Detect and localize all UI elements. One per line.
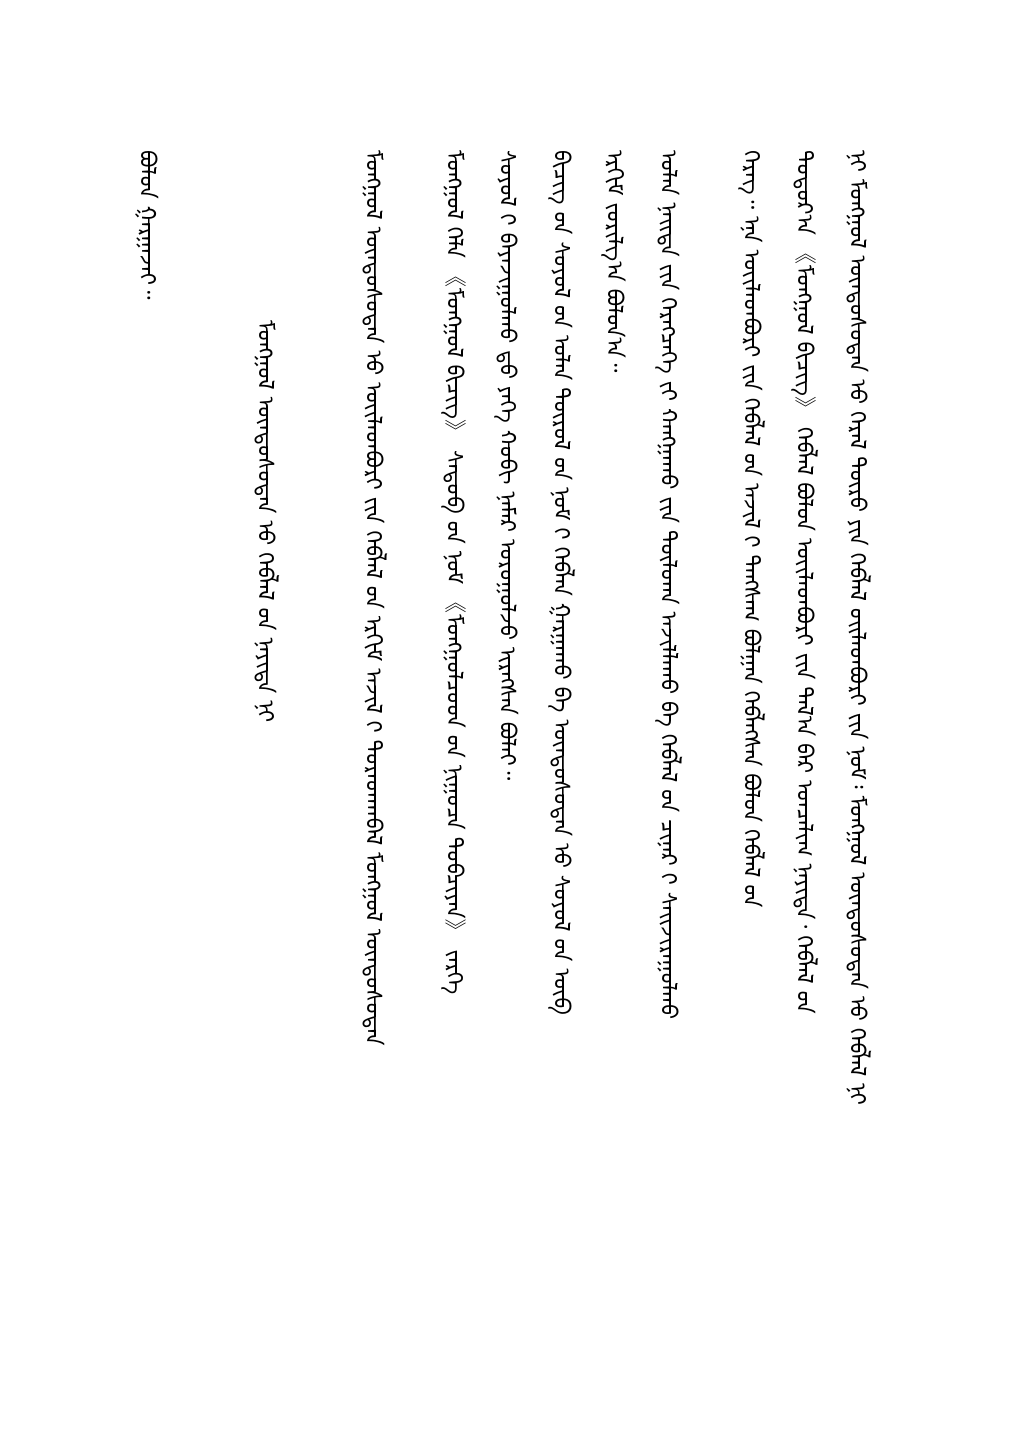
text-column: ᠪᠢᠴᠢᠭ ᠦ᠋ᠨ ᠰᠣᠶᠣᠯ ᠤ᠋ᠨ ᠣᠯᠠᠨ ᠲᠥᠷᠦᠯ ᠦ᠋ᠨ ᠨᠣᠮ ᠢ᠋ ᠬᠡᠪᠯᠡᠨ ᠭᠠᠷᠭᠠᠬᠤ ᠪᠠ ᠦᠨᠳᠦᠰᠦᠲᠡᠨ ᠦ᠋ ᠰᠣᠶᠣᠯ ᠤ᠋ᠨ ᠥᠪ xyxy=(548,150,573,1015)
text-column: ᠮᠣᠩᠭᠣᠯ ᠬᠡᠯᠡ 《ᠮᠣᠩᠭᠣᠯ ᠪᠢᠴᠢᠭ᠌》 ᠰᠡᠳᠦᠪ ᠦ᠋ᠨ ᠨᠣᠮ 《ᠮᠣᠩᠭᠣᠯᠴᠤᠳ ᠤ᠋ᠨ ᠨᠢᠭᠤᠴᠠ ᠲᠣᠪᠴᠢᠶᠠᠨ》 ᠵᠡᠷᠭᠡ xyxy=(441,150,466,995)
section-heading: ᠮᠣᠩᠭᠣᠯ ᠦᠨᠳᠦᠰᠦᠲᠡᠨ ᠦ᠋ ᠬᠡᠪᠯᠡᠯ ᠦ᠋ᠨ ᠨᠡᠶᠢᠲᠡ ᠨᠢ xyxy=(252,320,277,723)
text-column: ᠰᠣᠶᠣᠯ ᠢ᠋ ᠪᠠᠶᠠᠵᠢᠭᠤᠯᠬᠤ ᠳ᠋ᠤ ᠶᠡᠬᠡ ᠬᠤᠪᠢ ᠨᠡᠮᠡᠷ ᠣᠷᠤᠭᠤᠯᠵᠤ ᠢᠷᠡᠭᠰᠡᠨ ᠪᠣᠯᠠᠢ᠃ xyxy=(494,150,519,781)
text-column: ᠬᠡᠷᠡᠭ᠃ ᠡᠨᠡ ᠦᠢᠯᠡᠳᠪᠦᠷᠢ ᠶ᠋ᠢᠨ ᠬᠡᠪᠯᠡᠯ ᠦ᠋ᠨ ᠠᠵᠢᠯ ᠢ᠋ ᠲᠠᠩᠰᠠᠭ ᠪᠣᠯᠭᠠᠨ ᠬᠡᠪᠯᠡᠭᠰᠡᠨ ᠪᠣᠯᠤᠨ ᠬᠡᠪᠯᠡᠯ ᠦ᠋ᠨ xyxy=(738,150,763,908)
text-column: ᠳᠣᠲᠣᠷ᠎ᠠ 《ᠮᠣᠩᠭᠣᠯ ᠪᠢᠴᠢᠭ᠌》 ᠬᠡᠪᠯᠡᠯ ᠪᠣᠯᠤᠨ ᠦᠢᠯᠡᠳᠪᠦᠷᠢ ᠶ᠋ᠢᠨ ᠲᠠᠯ᠎ᠠ ᠪᠠᠷ ᠣᠨᠴᠠᠯᠢᠭ ᠨᠡᠶᠢᠲᠡ᠂ ᠬᠡᠪᠯᠡᠯ ᠦ᠋ᠨ xyxy=(791,150,816,1014)
text-column: ᠣᠯᠠᠨ ᠨᠡᠢᠲᠡ ᠶ᠋ᠢᠨ ᠬᠡᠷᠡᠭᠴᠡᠭᠡ ᠶ᠋ᠢ ᠬᠠᠩᠭᠠᠬᠤ ᠶ᠋ᠢᠨ ᠲᠥᠯᠥᠭ᠍ᠡ ᠠᠵᠢᠯᠯᠠᠬᠤ ᠪᠠ ᠬᠡᠪᠯᠡᠯ ᠦ᠋ᠨ ᠴᠢᠨᠠᠷ ᠢ᠋ ᠰᠠᠢᠵᠢᠷᠠᠭᠤᠯᠬᠤ xyxy=(655,150,680,1020)
text-column: ᠪᠣᠯᠤᠨ ᠭᠠᠷᠭᠠᠵᠠᠢ᠃ xyxy=(134,150,159,300)
text-column: ᠮᠣᠩᠭᠣᠯ ᠦᠨᠳᠦᠰᠦᠲᠡᠨ ᠦ᠋ ᠦᠢᠯᠡᠳᠪᠦᠷᠢ ᠶ᠋ᠢᠨ ᠬᠡᠪᠯᠡᠯ ᠦ᠋ᠨ ᠡᠷᠬᠢᠮ ᠠᠵᠢᠯ ᠢ᠋ ᠳᠤᠷᠠᠳᠬᠠᠪᠠᠯ ᠮᠣᠩᠭᠣᠯ ᠦᠨᠳᠦᠰᠦᠲᠡᠨ xyxy=(360,150,385,1046)
text-column: ᠨᠢ ᠮᠣᠩᠭᠣᠯ ᠦᠨᠳᠦᠰᠦᠲᠡᠨ ᠦ᠋ ᠭᠡᠷᠡᠯ ᠲᠦᠷᠦ ᠶᠢᠨ ᠬᠡᠪᠯᠡᠯ ᠦ᠋ᠢᠯᠡᠳᠪᠦᠷᠢ ᠶ᠋ᠢᠨ ᠨᠣᠮ᠄ ᠮᠣᠩᠭᠣᠯ ᠦᠨᠳᠦᠰᠦᠲᠡᠨ ᠦ᠋ ᠬᠡᠪᠯᠡᠯ ᠨᠢ xyxy=(844,150,869,1105)
text-column: ᠡᠷᠬᠢᠮ ᠵᠣᠷᠢᠯᠭ᠎ᠠ ᠪᠣᠯᠤᠨ᠎ᠠ᠃ xyxy=(601,150,626,373)
